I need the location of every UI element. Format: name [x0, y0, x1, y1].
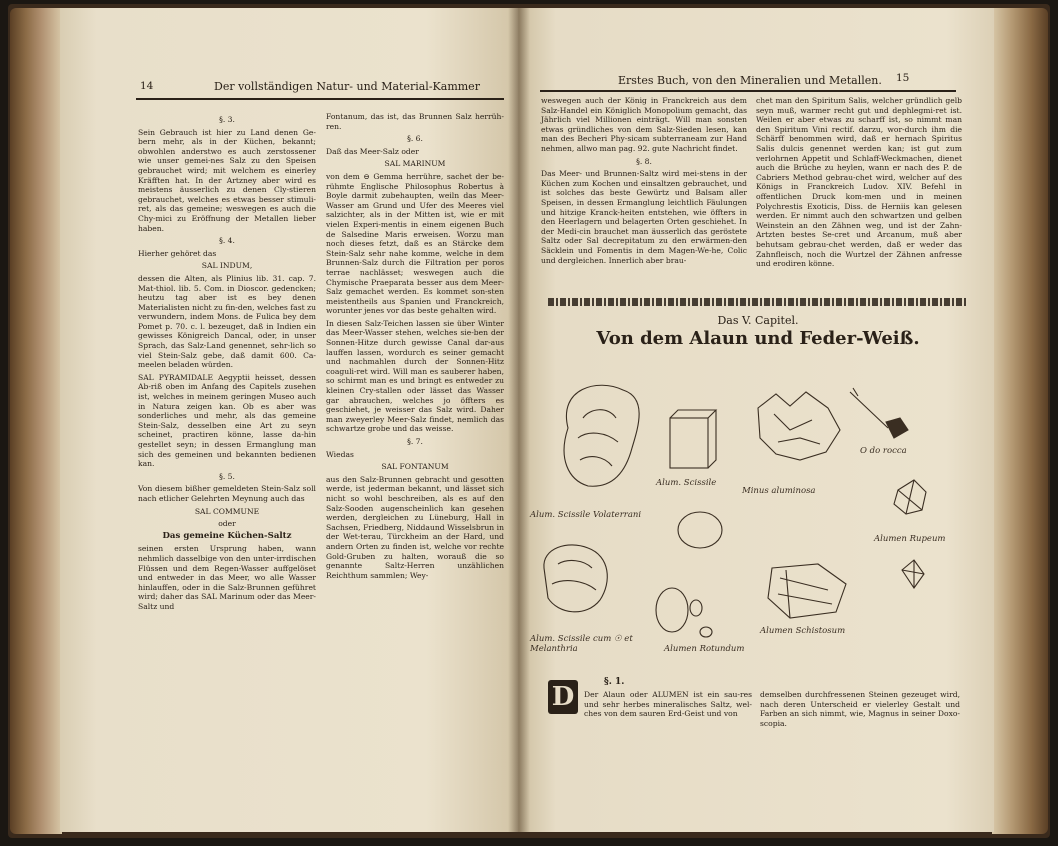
text-block: Von diesem bißher gemeldeten Stein-Salz soll nach etlicher Gelehrten Meynung auch das — [138, 484, 316, 503]
right-column-1 — [541, 96, 747, 292]
ornament-band — [548, 298, 968, 306]
text-block: seinen ersten Ursprung haben, wann nehmlich dasselbige von den unter-irrdischen Flüssen und dem Regen-Wasser auffgelöset und entweder in das Meer, wo alle Wasser hinlauffen, oder in die Salz-Brunnen geführet wird; daher das SAL Marinum oder das Meer-Saltz und — [138, 544, 316, 611]
text-block: Hierher gehöret das — [138, 248, 217, 258]
text-block: Fontanum, das ist, das Brunnen Salz herrüh-ren. — [326, 112, 504, 131]
specimen-melanthicum — [544, 545, 607, 612]
label-rupeum: Alumen Rupeum — [874, 534, 946, 544]
specimen-odo-rocca — [850, 388, 888, 428]
section-mark: §. 1. — [604, 677, 625, 687]
label-scissile: Alum. Scissile — [656, 478, 717, 488]
left-page-edges — [10, 8, 62, 834]
text-block: §. 5. — [219, 471, 235, 481]
left-running-head: Der vollständigen Natur- und Material-Kammer — [214, 80, 480, 93]
text-block: Wiedas — [326, 449, 354, 459]
label-minus-aluminosa: Minus aluminosa — [742, 486, 816, 496]
chapter-label: Das V. Capitel. — [717, 314, 799, 327]
drop-cap: D — [548, 680, 578, 714]
text-block: aus den Salz-Brunnen gebracht und gesotten werde, ist jederman bekannt, und lässet sich nicht so wohl beschreiben, als es auf den Salz-Sooden augenscheinlich kan gesehen werden, dergleichen zu Lüneburg, Hall in Sachsen, Friedberg, Niddaund Wisselsbrun in der Wet-terau, Türckheim an der Hard, und andern Orten zu finden ist, welche vor rechte Gold-Gruben zu halten, worauß die so genannte Saltz-Herren unzählichen Reichthum sammlen; Wey- — [326, 474, 504, 580]
text-block: §. 6. — [407, 134, 423, 144]
alaun-text-left: Der Alaun oder ALUMEN ist ein sau-res und sehr herbes mineralisches Saltz, wel-ches von dem sauren Erd-Geist und von — [584, 690, 752, 719]
left-header-rule — [136, 98, 504, 100]
text-block: SAL PYRAMIDALE Aegyptii heisset, dessen Ab-riß oben im Anfang des Capitels zusehen ist, welches in meinem geringen Museo auch in Natura zeigen kan. Ob es aber was sonderliches und mehr, als das gemeine Stein-Salz, desselben eine Art zu seyn scheinet, practiren könne, lasse da-hin gestellet seyn; in dessen Ermanglung man sich des gemeinen und bekannten bedienen kan. — [138, 372, 316, 469]
specimen-octahedron — [902, 560, 924, 588]
left-column-1 — [138, 112, 316, 832]
text-block: SAL INDUM, — [201, 261, 253, 271]
text-block: Das Meer- und Brunnen-Saltz wird mei-stens in der Küchen zum Kochen und einsaltzen gebrauchet, und ist solches das beste Gewürtz und Balsam aller Speisen, in dessen Ermanglung leichtlich Fäulungen und hitzige Kranck-heiten entstehen, wie öffters in den Heerlagern und belagerten Orten geschiehet. In der Medi-cin brauchet man äusserlich das geröstete Saltz oder Sal decrepitatum zu den erwärmen-den Säcklein und Fomentis in dem Magen-We-he, Colic und dergleichen. Innerlich aber brau- — [541, 169, 747, 265]
label-rotundum: Alumen Rotundum — [664, 644, 745, 654]
right-column-2 — [756, 96, 962, 292]
text-block: Daß das Meer-Salz oder — [326, 146, 419, 156]
text-block: dessen die Alten, als Plinius lib. 31. cap. 7. Mat-thiol. lib. 5. Com. in Dioscor. gedencken; heutzu tag aber ist es bey denen Materialisten nicht zu fin-den, welches fast zu verwundern, indem Mons. de Fulica bey dem Pomet p. 70. c. l. bezeuget, daß in Indien ein gewisses Königreich Dancal, oder, in unser Sprach, das Salz-Land genennet, sehr-lich so viel Stein-Salz gebe, daß damit 600. Ca-meelen beladen würden. — [138, 273, 316, 370]
text-block: §. 8. — [636, 156, 652, 166]
specimen-round-2 — [656, 588, 688, 632]
text-block: weswegen auch der König in Franckreich aus dem Salz-Handel ein Königlich Monopolium gemacht, das Jährlich viel Millionen einträgt. Will man sonsten etwas gründliches von dem Salz-Sieden lesen, kan man des Becheri Phy-sicam subterraneam zur Hand nehmen, allwo man pag. 92. gute Nachricht findet. — [541, 96, 747, 153]
left-page-number: 14 — [140, 80, 154, 92]
right-running-head: Erstes Buch, von den Mineralien und Metallen. — [618, 74, 882, 87]
specimen-volaterrani — [564, 385, 639, 486]
text-block: oder — [218, 519, 236, 529]
text-block: chet man den Spiritum Salis, welcher gründlich gelb seyn muß, warmer recht gut und dephlegmi-ret ist. Weilen er aber etwas zu scharff ist, so nimmt man den Spiritum Vini rectif. darzu, wor-durch ihm die Schärff benommen wird, daß er hernach Spiritus Salis dulcis genennet werden kan; ist gut zum verlohrnen Appetit und Schlaff-Weckmachen, dienet auch die Brüche zu heylen, wann er nach des P. de Cabriers Method gebrau-chet wird, welcher auf des Königs in Franckreich Ludov. XIV. Befehl in offentlichen Druck kom-men und in meinen Polychrestis Exoticis, Diss. de Herniis kan gelesen werden. Er nimmt auch den schwartzen und gelben Weinstein an den Zähnen weg, und ist der Zahn-Artzten bestes Se-cret und Arcanum, muß aber behutsam gebrau-chet werden, daß er weder das Zahnfleisch, noch die Wurtzel der Zähnen anfresse und erodiren könne. — [756, 96, 962, 269]
text-block: In diesen Salz-Teichen lassen sie über Winter das Meer-Wasser stehen, welches sie-ben der Sonnen-Hitze durch gewisse Canal dar-aus lauffen lassen, wordurch es seiner gemacht und nachmahlen durch der Sonnen-Hitz coaguli-ret wird. Will man es sauberer haben, so schirmt man es und bringt es entweder zu kleinen Cry-stallen oder lässet das Wasser gar abrauchen, welches jo öffters es geschiehet, je weisser das Salz wird. Daher man zweyerley Meer-Salz findet, nemlich das schwartze grobe und das weisse. — [326, 318, 504, 434]
right-page-edges — [992, 8, 1048, 834]
book-gutter-shadow — [508, 8, 530, 832]
text-block: SAL MARINUM — [384, 159, 446, 169]
label-volaterrani: Alum. Scissile Volaterrani — [530, 510, 642, 520]
text-block: Sein Gebrauch ist hier zu Land denen Ge-bern mehr, als in der Küchen, bekannt; obwohlen anderstwo es auch zerstossener wie unser gemei-nes Salz zu den Speisen gebrauchet wird; mit welchem es einerley Kräfften hat. In der Artzney aber wird es meistens äusserlich zu denen Cly-stieren gebrauchet, welches es etwas besser stimuli-ret, als das gemeine; weswegen es auch die Chy-mici zu Eröffnung der Metallen lieber haben. — [138, 127, 316, 233]
label-melanthicum: Alum. Scissile cum ☉ et Melanthria — [530, 634, 633, 654]
specimen-schistosum — [768, 564, 846, 618]
text-block: §. 4. — [219, 236, 235, 246]
text-block: von dem ⊖ Gemma herrühre, sachet der be-rühmte Englische Philosophus Robertus à Boyle darmit zubehaupten, weiln das Meer-Wasser am Grund und Ufer des Meeres viel salzichter, als in der Mitten ist, wie er mit vielen Experi-mentis in einem eigenen Buch de Salsedine Maris erweisen. Worzu man noch dieses fetzt, daß es an Stärcke dem Stein-Salz sehr nahe komme, welche in dem Brunnen-Salz durch die Filtration per poros terrae nachlässet; weswegen auch die Chymische Praeparata besser aus dem Meer-Salz gemachet werden. Es kommet son-sten meistentheils aus Spanien und Franckreich, worunter jenes vor das beste gehalten wird. — [326, 171, 504, 316]
alum-specimens-plate — [528, 368, 978, 678]
right-page-number: 15 — [896, 72, 910, 84]
text-block: SAL FONTANUM — [381, 462, 449, 472]
specimen-round-1 — [678, 512, 722, 548]
label-odo-rocca: O do rocca — [860, 446, 907, 456]
alaun-text-right: demselben durchfressenen Steinen gezeuget wird, nach deren Unterscheid er vielerley Gestalt und Farben an sich nimmt, wie, Magnus in seiner Doxo-scopia. — [760, 690, 960, 728]
specimen-scissile — [670, 418, 708, 468]
right-header-rule — [540, 90, 956, 92]
text-block: Das gemeine Küchen-Saltz — [162, 530, 292, 541]
text-block: §. 3. — [219, 115, 235, 124]
text-block: SAL COMMUNE — [194, 506, 260, 516]
text-block: §. 7. — [407, 437, 423, 446]
label-schistosum: Alumen Schistosum — [760, 626, 846, 636]
chapter-title: Von dem Alaun und Feder-Weiß. — [596, 328, 920, 349]
left-column-2 — [326, 112, 504, 832]
